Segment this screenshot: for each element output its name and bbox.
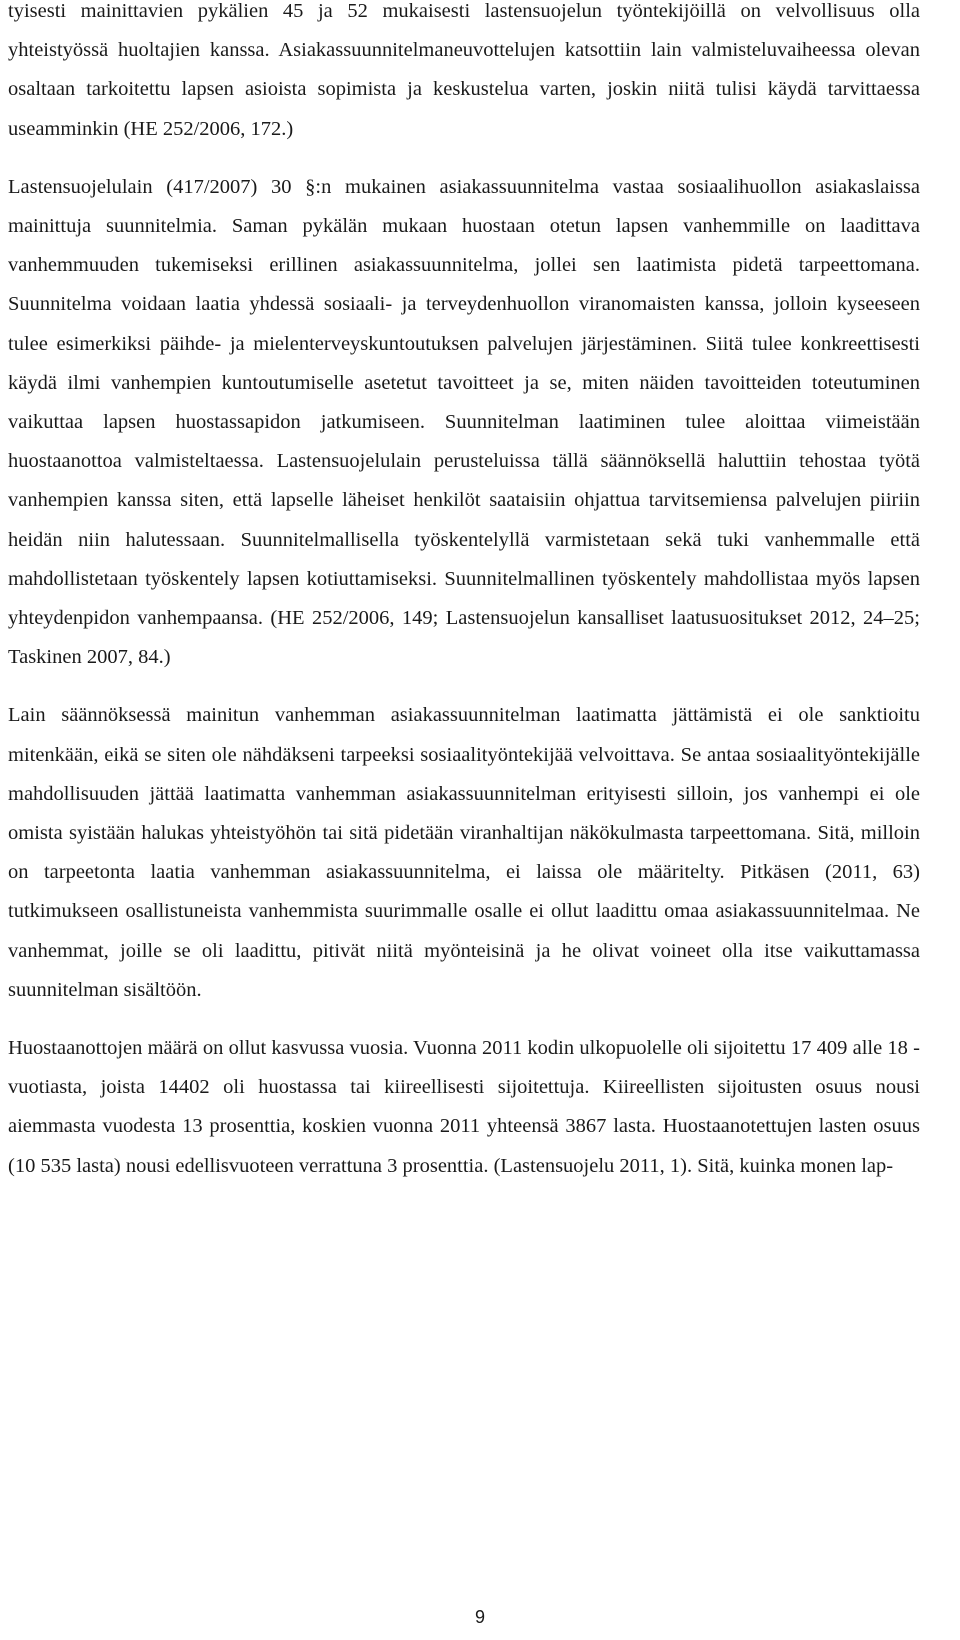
paragraph-4: Huostaanottojen määrä on ollut kasvussa vuosia. Vuonna 2011 kodin ulkopuolelle oli sijoitettu 17 409 alle 18 -vuotiasta, joista 14402 oli huostassa tai kiireellisesti sijoitettuja. Kiireellisten sijoitusten osuus nousi aiemmasta vuodesta 13 prosenttia, koskien vuonna 2011 yhteensä 3867 lasta. Huostaanotettujen lasten osuus (10 535 lasta) nousi edellisvuoteen verrattuna 3 prosenttia. (Lastensuojelu 2011, 1). Sitä, kuinka monen lap- [8, 1037, 920, 1177]
paragraph-2: Lastensuojelulain (417/2007) 30 §:n mukainen asiakassuunnitelma vastaa sosiaalihuollon asiakaslaissa mainittuja suunnitelmia. Saman pykälän mukaan huostaan otetun lapsen vanhemmille on laadittava vanhemmuuden tukemiseksi erillinen asiakassuunnitelma, jollei sen laatimista pidetä tarpeettomana. Suunnitelma voidaan laatia yhdessä sosiaali- ja terveydenhuollon viranomaisten kanssa, jolloin kyseeseen tulee esimerkiksi päihde- ja mielenterveyskuntoutuksen palvelujen järjestäminen. Siitä tulee konkreettisesti käydä ilmi vanhempien kuntoutumiselle asetetut tavoitteet ja se, miten näiden tavoitteiden toteutuminen vaikuttaa lapsen huostassapidon jatkumiseen. Suunnitelman laatiminen tulee aloittaa viimeistään huostaanottoa valmisteltaessa. Lastensuojelulain perusteluissa tällä säännöksellä haluttiin tehostaa työtä vanhempien kanssa siten, että lapselle läheiset henkilöt saataisiin ohjattua tarvitsemiensa palvelujen piiriin heidän niin halutessaan. Suunnitelmallisella työskentelyllä varmistetaan sekä tuki vanhemmalle että mahdollistetaan työskentely lapsen kotiuttamiseksi. Suunnitelmallinen työskentely mahdollistaa myös lapsen yhteydenpidon vanhempaansa. (HE 252/2006, 149; Lastensuojelun kansalliset laatusuositukset 2012, 24–25; Taskinen 2007, 84.) [8, 175, 920, 669]
body-text [8, 0, 920, 1186]
paragraph-1: tyisesti mainittavien pykälien 45 ja 52 mukaisesti lastensuojelun työntekijöillä on velvollisuus olla yhteistyössä huoltajien kanssa. Asiakassuunnitelmaneuvottelujen katsottiin lain valmisteluvaiheessa olevan osaltaan tarkoitettu lapsen asioista sopimista ja keskustelua varten, joskin niitä tulisi käydä tarvittaessa useamminkin (HE 252/2006, 172.) [8, 0, 920, 140]
paragraph-3: Lain säännöksessä mainitun vanhemman asiakassuunnitelman laatimatta jättämistä ei ole sanktioitu mitenkään, eikä se siten ole nähdäkseni tarpeeksi sosiaalityöntekijää velvoittava. Se antaa sosiaalityöntekijälle mahdollisuuden jättää laatimatta vanhemman asiakassuunnitelman erityisesti silloin, jos vanhempi ei ole omista syistään halukas yhteistyöhön tai sitä pidetään viranhaltijan näkökulmasta tarpeettomana. Sitä, milloin on tarpeetonta laatia vanhemman asiakassuunnitelma, ei laissa ole määritelty. Pitkäsen (2011, 63) tutkimukseen osallistuneista vanhemmista suurimmalle osalle ei ollut laadittu omaa asiakassuunnitelmaa. Ne vanhemmat, joille se oli laadittu, pitivät niitä myönteisinä ja he olivat voineet olla itse vaikuttamassa suunnitelman sisältöön. [8, 704, 920, 1001]
page-number: 9 [474, 1607, 485, 1627]
